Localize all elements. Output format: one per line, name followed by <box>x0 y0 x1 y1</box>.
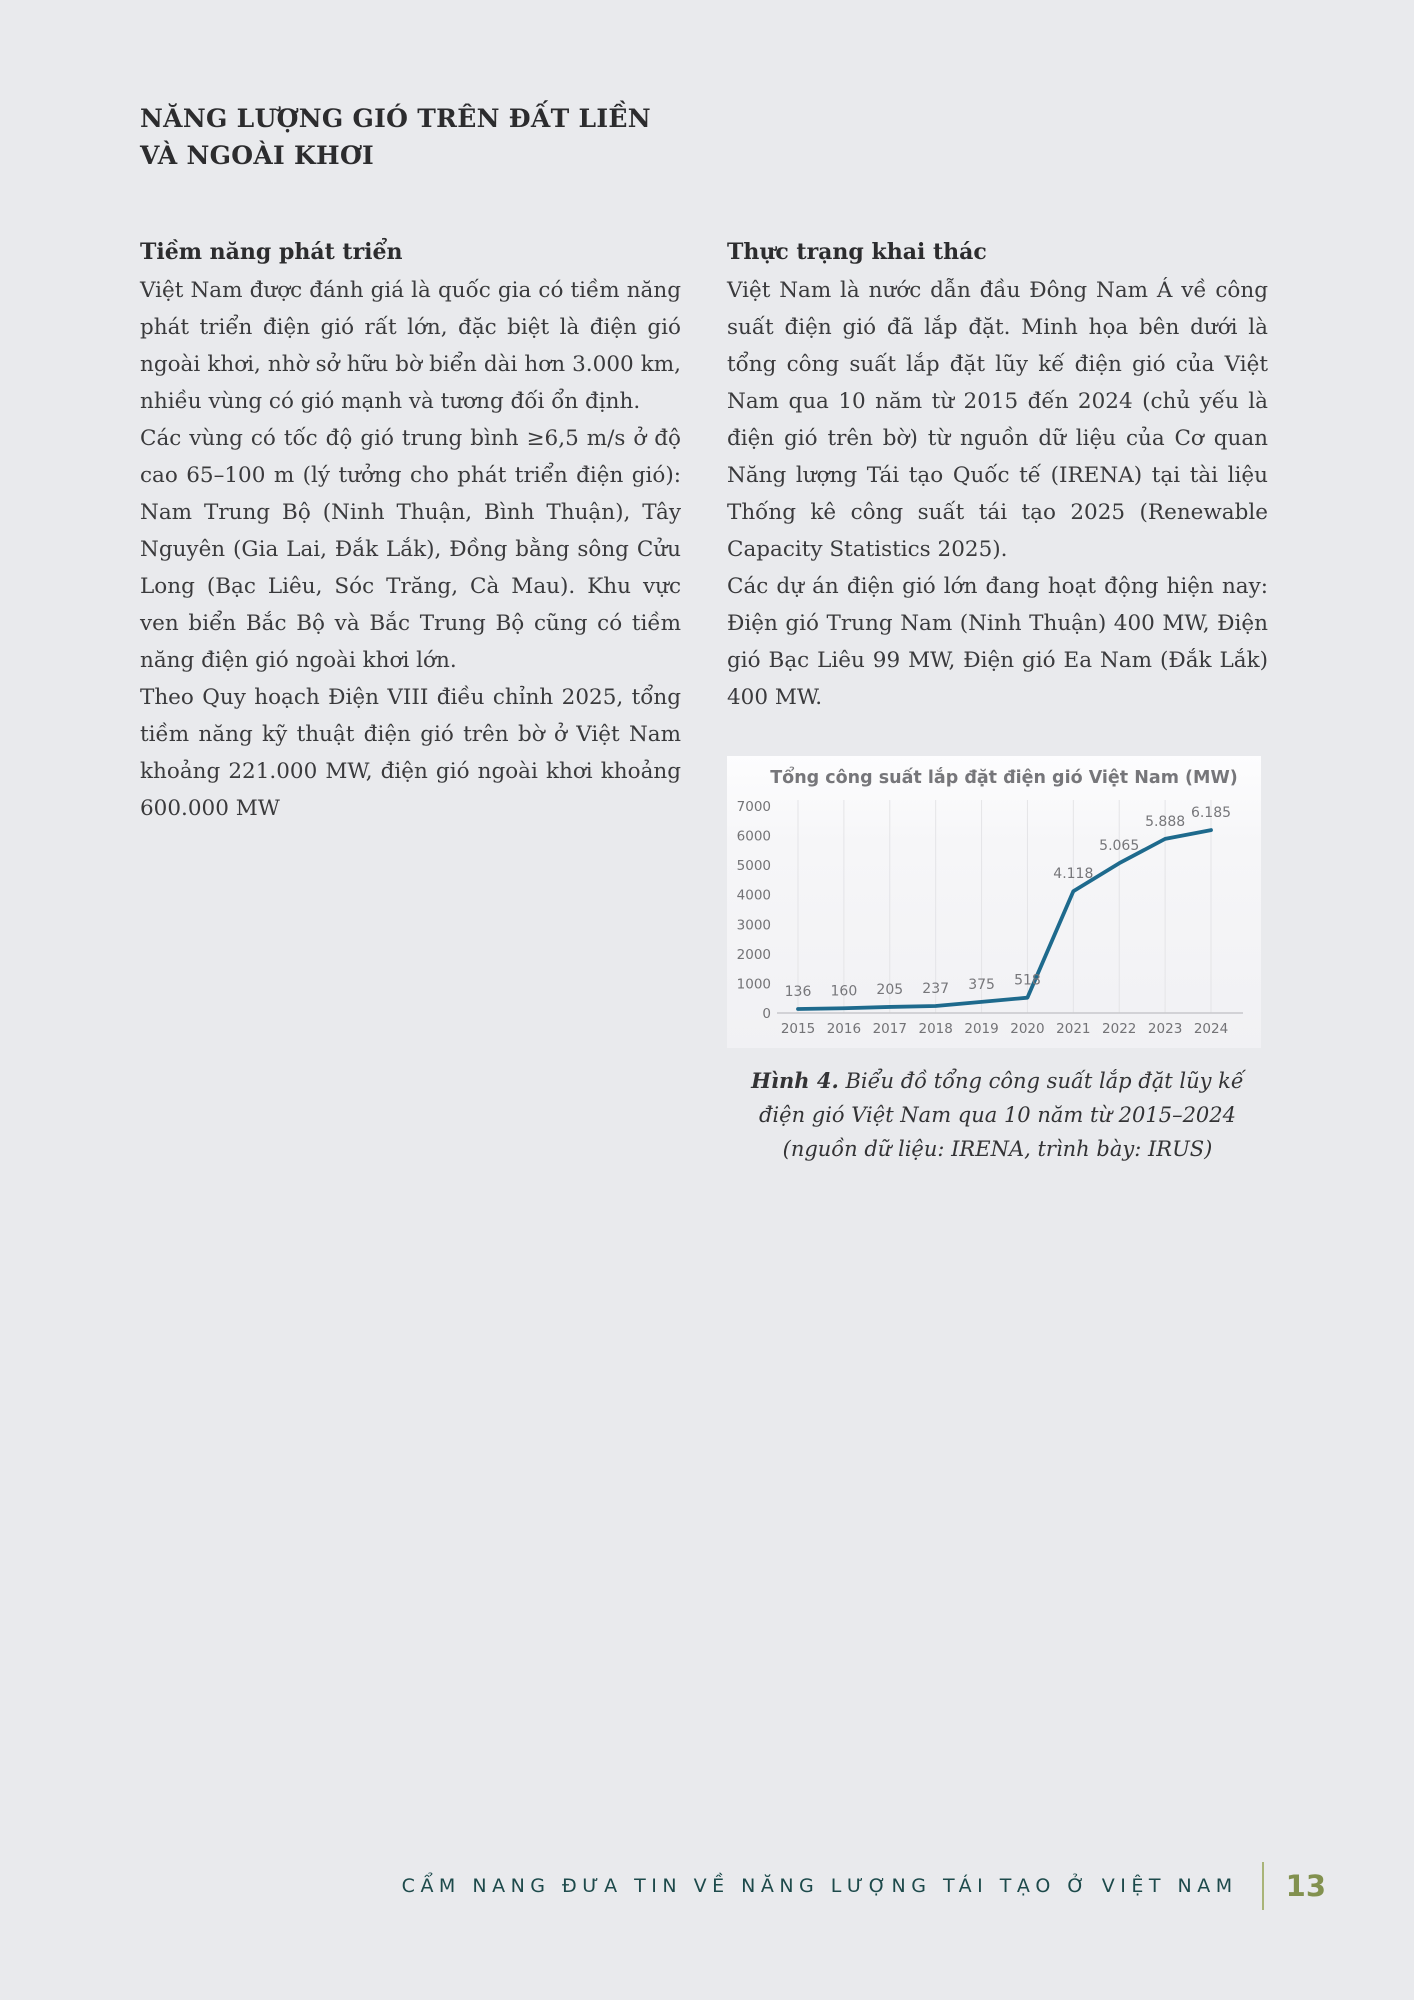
page-number: 13 <box>1285 1869 1326 1903</box>
svg-text:160: 160 <box>830 983 858 1000</box>
svg-text:4.118: 4.118 <box>1053 866 1094 883</box>
svg-text:2016: 2016 <box>826 1021 862 1037</box>
chart-data-line <box>798 830 1211 1009</box>
wind-capacity-chart <box>727 756 1261 1048</box>
svg-text:237: 237 <box>922 980 950 997</box>
svg-text:2024: 2024 <box>1193 1021 1229 1037</box>
footer-separator <box>1262 1862 1264 1910</box>
page-content <box>140 100 1268 1166</box>
paragraph-status-1: Việt Nam là nước dẫn đầu Đông Nam Á về công suất điện gió đã lắp đặt. Minh họa bên dưới là tổng công suất lắp đặt lũy kế điện gió của Việt Nam qua 10 năm từ 2015 đến 2024 (chủ yếu là điện gió trên bờ) từ nguồn dữ liệu của Cơ quan Năng lượng Tái tạo Quốc tế (IRENA) tại tài liệu Thống kê công suất tái tạo 2025 (Renewable Capacity Statistics 2025). <box>727 278 1268 562</box>
svg-text:375: 375 <box>968 976 995 993</box>
svg-text:2020: 2020 <box>1010 1021 1045 1037</box>
two-column-layout <box>140 234 1268 1166</box>
chart-point-labels <box>785 805 1231 1000</box>
left-column <box>140 234 681 1166</box>
svg-text:7000: 7000 <box>736 799 771 815</box>
section-heading-potential: Tiềm năng phát triển <box>140 239 403 265</box>
svg-text:518: 518 <box>1014 972 1041 989</box>
chart-y-axis-labels <box>737 799 771 1022</box>
right-column <box>727 234 1268 1166</box>
svg-text:5.888: 5.888 <box>1145 813 1186 830</box>
svg-text:2023: 2023 <box>1147 1021 1183 1037</box>
paragraph-status-2: Các dự án điện gió lớn đang hoạt động hiện nay: Điện gió Trung Nam (Ninh Thuận) 400 MW, Điện gió Bạc Liêu 99 MW, Điện gió Ea Nam (Đắk Lắk) 400 MW. <box>727 574 1268 710</box>
svg-text:1000: 1000 <box>736 976 771 993</box>
figure-caption-text: Biểu đồ tổng công suất lắp đặt lũy kế điện gió Việt Nam qua 10 năm từ 2015–2024 (nguồn dữ liệu: IRENA, trình bày: IRUS) <box>758 1069 1244 1161</box>
page-footer <box>402 1862 1326 1910</box>
chart-title: Tổng công suất lắp đặt điện gió Việt Nam (MW) <box>770 768 1238 788</box>
svg-text:2021: 2021 <box>1056 1021 1091 1037</box>
svg-text:2017: 2017 <box>872 1021 907 1037</box>
wind-capacity-chart-svg <box>727 756 1261 1048</box>
figure-caption <box>727 1064 1268 1166</box>
svg-text:2018: 2018 <box>918 1021 953 1037</box>
svg-text:205: 205 <box>876 981 904 998</box>
footer-title: CẨM NANG ĐƯA TIN VỀ NĂNG LƯỢNG TÁI TẠO Ở VIỆT NAM <box>401 1875 1238 1897</box>
svg-text:5.065: 5.065 <box>1099 838 1140 855</box>
svg-text:5000: 5000 <box>736 858 771 875</box>
svg-text:2019: 2019 <box>964 1021 999 1037</box>
paragraph-potential-3: Theo Quy hoạch Điện VIII điều chỉnh 2025, tổng tiềm năng kỹ thuật điện gió trên bờ ở Việt Nam khoảng 221.000 MW, điện gió ngoài khơi khoảng 600.000 MW <box>140 685 681 821</box>
paragraph-potential-2: Các vùng có tốc độ gió trung bình ≥6,5 m/s ở độ cao 65–100 m (lý tưởng cho phát triển điện gió): Nam Trung Bộ (Ninh Thuận, Bình Thuận), Tây Nguyên (Gia Lai, Đắk Lắk), Đồng bằng sông Cửu Long (Bạc Liêu, Sóc Trăng, Cà Mau). Khu vực ven biển Bắc Bộ và Bắc Trung Bộ cũng có tiềm năng điện gió ngoài khơi lớn. <box>140 426 681 673</box>
svg-text:2015: 2015 <box>780 1021 816 1037</box>
svg-text:2000: 2000 <box>736 946 771 963</box>
svg-text:136: 136 <box>784 983 812 1000</box>
figure-caption-label: Hình 4. <box>751 1068 839 1093</box>
chart-gridlines <box>798 800 1211 1013</box>
svg-text:3000: 3000 <box>736 917 771 934</box>
paragraph-potential-1: Việt Nam được đánh giá là quốc gia có tiềm năng phát triển điện gió rất lớn, đặc biệt là điện gió ngoài khơi, nhờ sở hữu bờ biển dài hơn 3.000 km, nhiều vùng có gió mạnh và tương đối ổn định. <box>140 278 681 414</box>
page-title-line2: VÀ NGOÀI KHƠI <box>140 141 375 170</box>
svg-text:4000: 4000 <box>736 887 771 904</box>
svg-text:6000: 6000 <box>736 828 771 845</box>
svg-text:2022: 2022 <box>1102 1021 1137 1037</box>
svg-text:6.185: 6.185 <box>1190 805 1232 822</box>
svg-text:0: 0 <box>762 1006 771 1022</box>
page-title <box>140 100 1268 174</box>
section-heading-status: Thực trạng khai thác <box>727 239 987 265</box>
chart-x-axis-labels <box>781 1021 1228 1037</box>
page-title-line1: NĂNG LƯỢNG GIÓ TRÊN ĐẤT LIỀN <box>140 104 651 133</box>
